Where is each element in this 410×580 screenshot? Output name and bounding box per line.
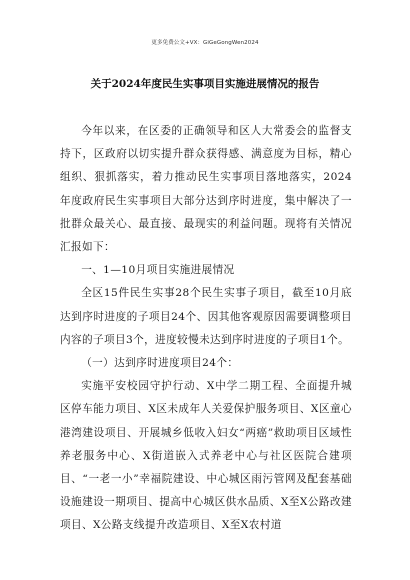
header-note: 更多免费公文+VX：GiGeGongWen2024 — [151, 40, 259, 46]
intro-paragraph: 今年以来，在区委的正确领导和区人大常委会的监督支持下，区政府以切实提升群众获得感、满意度为目标，精心组织、狠抓落实，着力推动民生实事项目落地落实，2024年度政府民生实事项目大部分达到序时进度，集中解决了一批群众最关心、最直接、最现实的利益问题。现将有关情况汇报如下： — [60, 125, 352, 254]
progress-summary-paragraph: 全区15件民生实事28个民生实事子项目，截至10月底达到序时进度的子项目24个、因其他客观原因需要调整项目内容的子项目3个，进度较慢未达到序时进度的子项目1个。 — [60, 287, 352, 346]
document-body — [60, 120, 352, 538]
subsection-heading-1: （一）达到序时进度项目24个： — [81, 357, 239, 370]
document-title: 关于2024年度民生实事项目实施进展情况的报告 — [90, 78, 320, 90]
project-list-paragraph: 实施平安校园守护行动、X中学二期工程、全面提升城区停车能力项目、X区未成年人关爱保护服务项目、X区童心港湾建设项目、开展城乡低收入妇女“两癌”救助项目区域性养老服务中心、X街道嵌入式养老中心与社区医院合建项目、“一老一小”幸福院建设、中心城区雨污管网及配套基础设施建设一期项目、提高中心城区供水品质、X至X公路改建项目、X公路支线提升改造项目、X至X农村道 — [60, 380, 352, 532]
section-heading-1: 一、1—10月项目实施进展情况 — [81, 264, 235, 277]
